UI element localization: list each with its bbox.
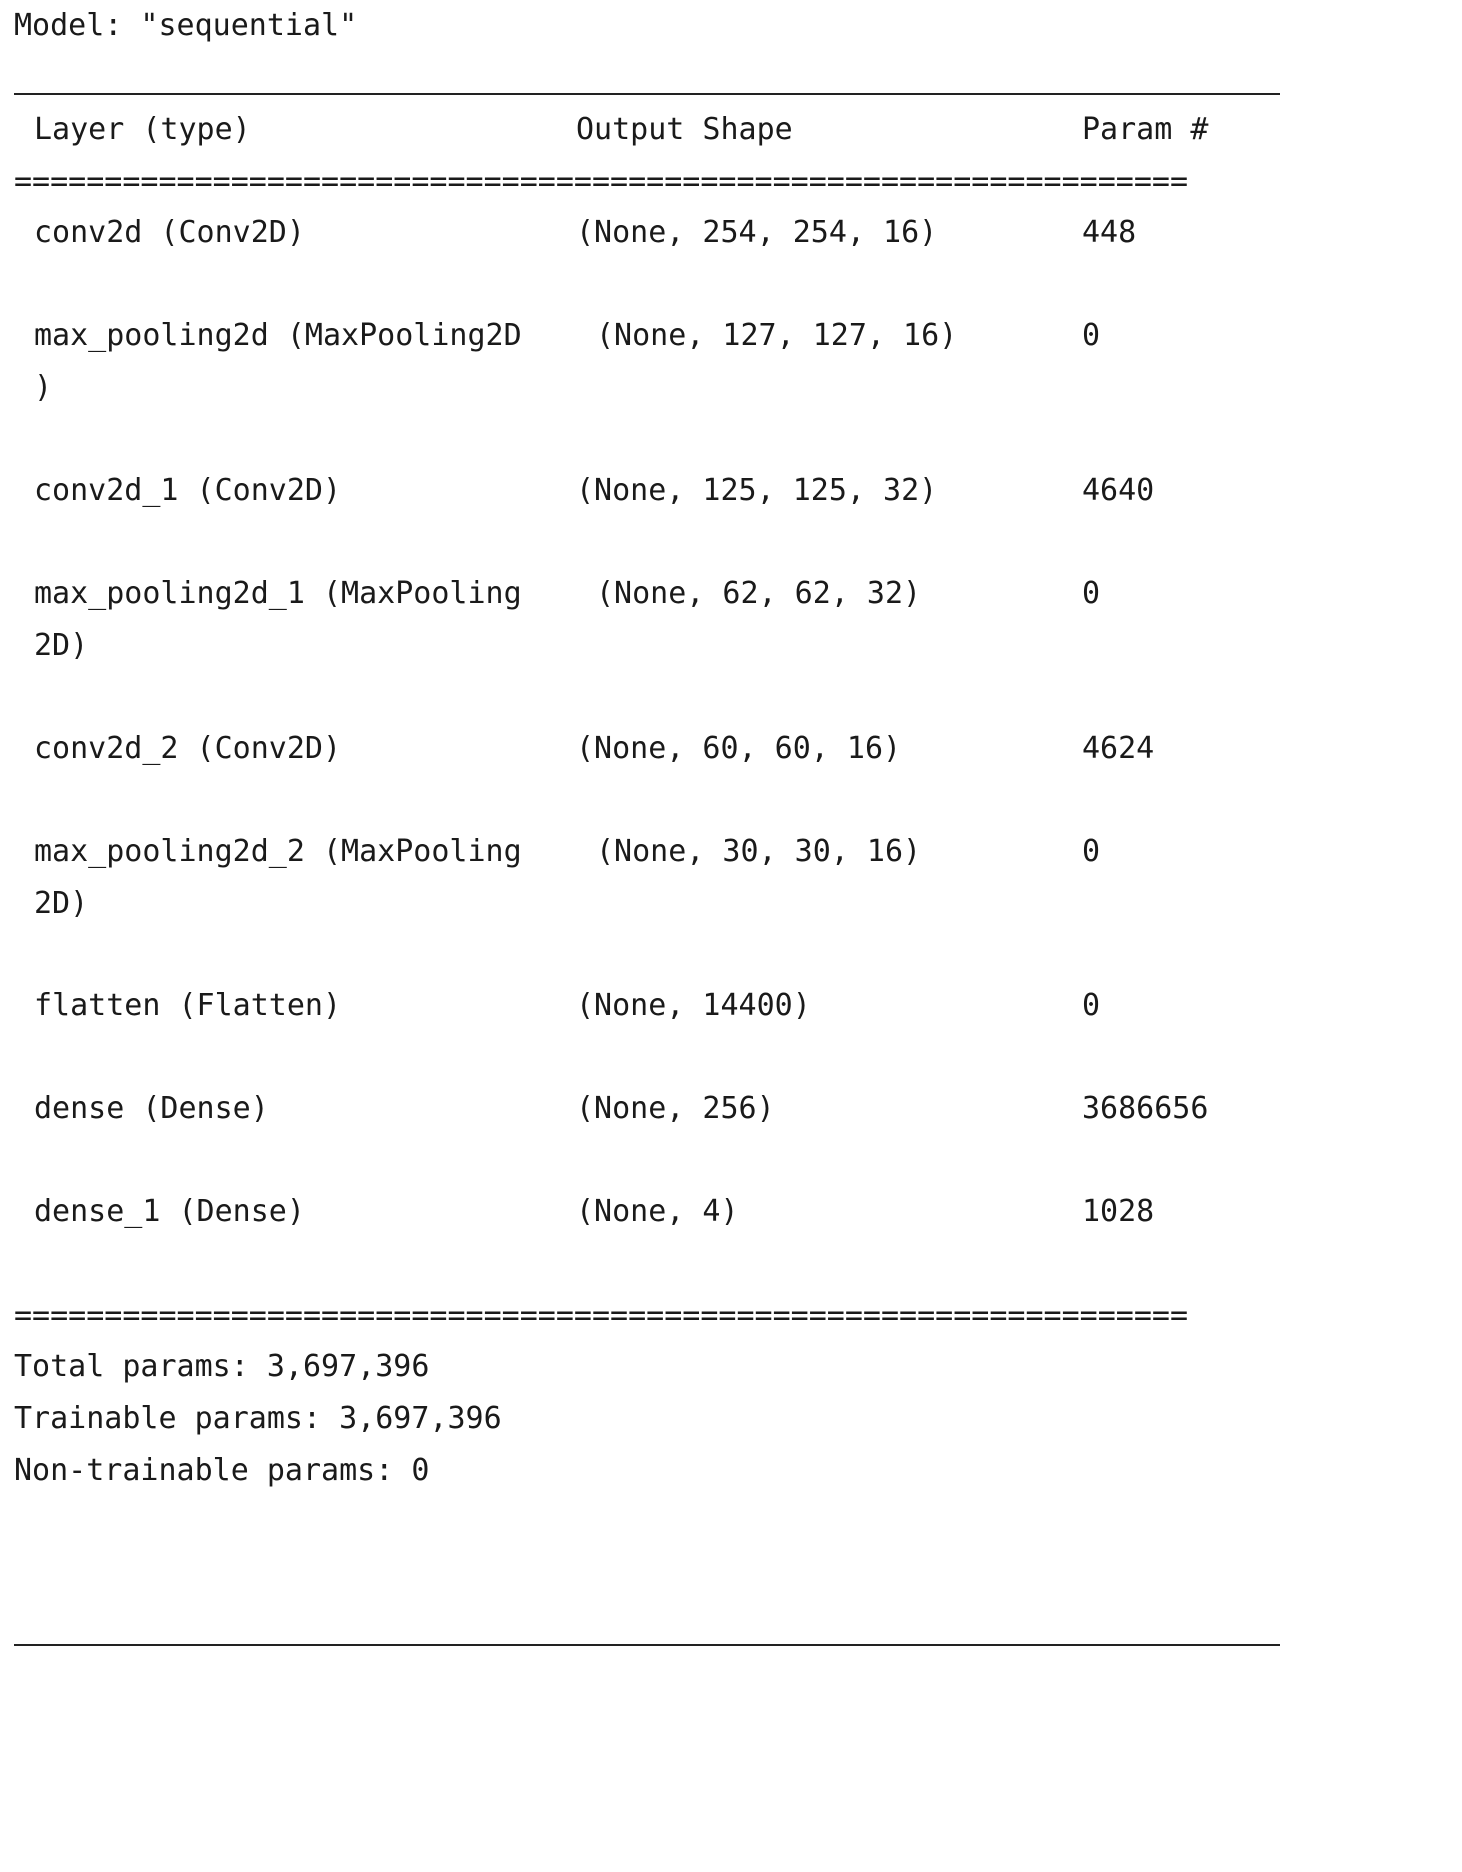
layer-params: 4624 [1082, 731, 1155, 766]
footer-double-rule: ================================================================= [14, 1298, 1188, 1333]
layer-params: 0 [1082, 988, 1101, 1023]
layer-params: 0 [1082, 834, 1101, 869]
layer-name-continued: ) [34, 370, 53, 405]
layer-output-shape: (None, 60, 60, 16) [576, 731, 902, 766]
layer-output-shape: (None, 62, 62, 32) [596, 576, 922, 611]
layer-name: max_pooling2d (MaxPooling2D [34, 318, 522, 353]
header-param: Param # [1082, 112, 1209, 147]
layer-name: max_pooling2d_2 (MaxPooling [34, 834, 522, 869]
header-layer: Layer (type) [34, 112, 251, 147]
layer-params: 448 [1082, 215, 1137, 250]
layer-output-shape: (None, 14400) [576, 988, 811, 1023]
layer-output-shape: (None, 256) [576, 1091, 775, 1126]
layer-output-shape: (None, 125, 125, 32) [576, 473, 938, 508]
layer-params: 1028 [1082, 1194, 1155, 1229]
layer-name: dense (Dense) [34, 1091, 269, 1126]
layer-name-continued: 2D) [34, 628, 89, 663]
layer-params: 3686656 [1082, 1091, 1209, 1126]
layer-name: conv2d_2 (Conv2D) [34, 731, 342, 766]
layer-output-shape: (None, 254, 254, 16) [576, 215, 938, 250]
header-output-shape: Output Shape [576, 112, 793, 147]
trainable-params: Trainable params: 3,697,396 [14, 1401, 502, 1436]
layer-params: 0 [1082, 318, 1101, 353]
layer-params: 4640 [1082, 473, 1155, 508]
layer-name: dense_1 (Dense) [34, 1194, 305, 1229]
layer-name: flatten (Flatten) [34, 988, 342, 1023]
layer-name: conv2d_1 (Conv2D) [34, 473, 342, 508]
layer-output-shape: (None, 127, 127, 16) [596, 318, 958, 353]
layer-output-shape: (None, 4) [576, 1194, 739, 1229]
layer-name: max_pooling2d_1 (MaxPooling [34, 576, 522, 611]
non-trainable-params: Non-trainable params: 0 [14, 1453, 430, 1488]
header-double-rule: ================================================================= [14, 164, 1188, 199]
model-title: Model: "sequential" [14, 8, 358, 43]
model-summary [14, 0, 1314, 1872]
layer-output-shape: (None, 30, 30, 16) [596, 834, 922, 869]
layer-name-continued: 2D) [34, 886, 89, 921]
top-rule [14, 93, 1280, 95]
layer-params: 0 [1082, 576, 1101, 611]
bottom-rule [14, 1644, 1280, 1646]
layer-name: conv2d (Conv2D) [34, 215, 305, 250]
total-params: Total params: 3,697,396 [14, 1349, 430, 1384]
